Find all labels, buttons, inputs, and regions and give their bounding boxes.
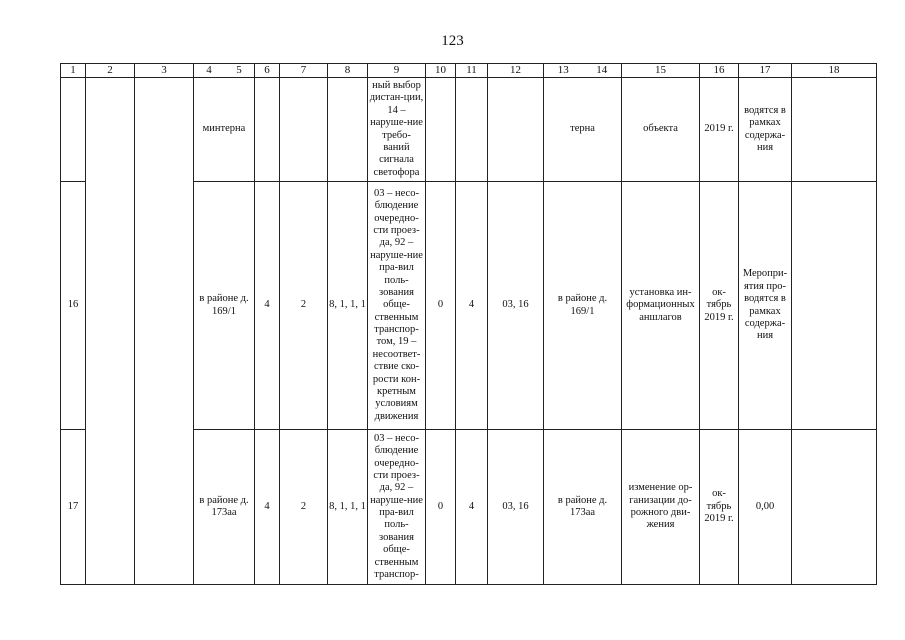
col10-cell (426, 78, 456, 182)
date-cell: 2019 г. (700, 78, 739, 182)
page-number: 123 (441, 33, 464, 49)
column-number-13-14 (544, 64, 622, 78)
col6-cell: 4 (255, 430, 280, 585)
col11-cell: 4 (456, 182, 488, 430)
violation-types-cell: ный выбор дистан-ции, 14 – наруше-ние требо-ваний сигнала светофора (368, 78, 426, 182)
column-number: 2 (86, 64, 135, 78)
date-cell: ок-тябрь 2019 г. (700, 430, 739, 585)
col18-cell (792, 78, 877, 182)
col18-cell (792, 430, 877, 585)
column-number: 12 (488, 64, 544, 78)
location-cell: в районе д. 169/1 (194, 182, 255, 430)
column-number: 15 (622, 64, 700, 78)
col6-cell: 4 (255, 182, 280, 430)
col12-cell: 03, 16 (488, 182, 544, 430)
location-13-14-cell: в районе д. 169/1 (544, 182, 622, 430)
column-number-row (61, 64, 877, 78)
column-number: 8 (328, 64, 368, 78)
column-number: 17 (739, 64, 792, 78)
measure-cell: изменение ор-ганизации до-рожного дви-жения (622, 430, 700, 585)
column-number: 7 (280, 64, 328, 78)
location-13-14-cell: в районе д. 173аа (544, 430, 622, 585)
column-number: 14 (596, 64, 608, 77)
column-number: 9 (368, 64, 426, 78)
col12-cell (488, 78, 544, 182)
cost-cell: 0,00 (739, 430, 792, 585)
column-number: 16 (700, 64, 739, 78)
location-13-14-cell: терна (544, 78, 622, 182)
col7-cell: 2 (280, 182, 328, 430)
col11-cell: 4 (456, 430, 488, 585)
col11-cell (456, 78, 488, 182)
column-number: 4 (206, 64, 212, 77)
col7-cell (280, 78, 328, 182)
col7-cell: 2 (280, 430, 328, 585)
column-number: 1 (61, 64, 86, 78)
column-number-4-5 (194, 64, 255, 78)
date-cell: ок-тябрь 2019 г. (700, 182, 739, 430)
col3-merged-cell (135, 78, 194, 585)
col12-cell: 03, 16 (488, 430, 544, 585)
column-number: 3 (135, 64, 194, 78)
col10-cell: 0 (426, 430, 456, 585)
column-number: 18 (792, 64, 877, 78)
row-number-cell: 16 (61, 182, 86, 430)
col8-cell (328, 78, 368, 182)
col8-cell: 8, 1, 1, 1 (328, 430, 368, 585)
col2-merged-cell (86, 78, 135, 585)
row-number-cell (61, 78, 86, 182)
column-number: 13 (557, 64, 569, 77)
violation-types-cell: 03 – несо-блюдение очередно-сти проез-да, 92 – наруше-ние пра-вил поль-зования обще-ственным транспор- (368, 430, 426, 585)
table-row (61, 78, 877, 182)
location-cell: минтерна (194, 78, 255, 182)
column-number: 5 (236, 64, 242, 77)
column-number: 6 (255, 64, 280, 78)
col18-cell (792, 182, 877, 430)
violation-types-cell: 03 – несо-блюдение очередно-сти проез-да, 92 – наруше-ние пра-вил поль-зования обще-ственным транспор-том, 19 – несоответ-ствие ско-рости кон-кретным условиям движения (368, 182, 426, 430)
col10-cell: 0 (426, 182, 456, 430)
location-cell: в районе д. 173аа (194, 430, 255, 585)
row-number-cell: 17 (61, 430, 86, 585)
column-number: 10 (426, 64, 456, 78)
column-number: 11 (456, 64, 488, 78)
col6-cell (255, 78, 280, 182)
road-safety-measures-table (60, 63, 877, 585)
measure-cell: объекта (622, 78, 700, 182)
cost-cell: Меропри-ятия про-водятся в рамках содержа-ния (739, 182, 792, 430)
col8-cell: 8, 1, 1, 1 (328, 182, 368, 430)
measure-cell: установка ин-формационных аншлагов (622, 182, 700, 430)
cost-cell: водятся в рамках содержа-ния (739, 78, 792, 182)
